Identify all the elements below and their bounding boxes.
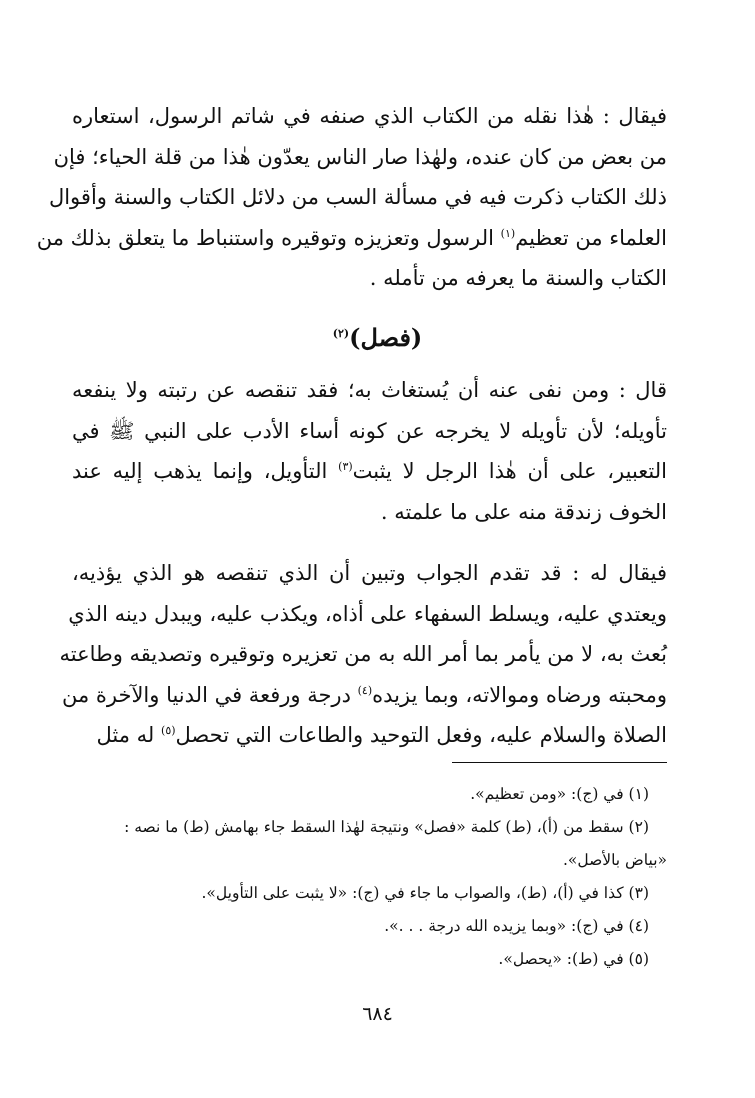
- paragraph-3-line-part: درجة ورفعة في الدنيا والآخرة من: [61, 682, 351, 707]
- footnote-ref-3: (٣): [338, 460, 353, 473]
- paragraph-1-line-part: الرسول وتعزيزه وتوقيره واستنباط ما يتعلق بذلك من: [36, 225, 494, 250]
- footnote-2: (٢) سقط من (أ)، (ط) كلمة «فصل» ونتيجة لهٰذا السقط جاء بهامش (ط) ما نصه :: [124, 818, 649, 836]
- footnote-4: (٤) في (ج): «وبما يزيده الله درجة . . .».: [384, 917, 649, 935]
- section-heading-text: (فصل): [349, 323, 423, 352]
- paragraph-3-line: [61, 675, 667, 716]
- paragraph-1-line-part: العلماء من تعظيم: [515, 225, 667, 250]
- footnote-ref-4: (٤): [357, 683, 373, 697]
- footnote-ref-5: (٥): [161, 724, 176, 737]
- paragraph-3-line-part: الصلاة والسلام عليه، وفعل التوحيد والطاعات التي تحصل: [175, 723, 667, 747]
- paragraph-3-line-part: ومحبته ورضاه وموالاته، وبما يزيده: [372, 682, 667, 707]
- paragraph-2-line: الخوف زندقة منه على ما علمته .: [380, 499, 667, 524]
- paragraph-3-line-part: له مثل: [96, 723, 155, 747]
- paragraph-1: [36, 96, 667, 299]
- paragraph-1-line: من بعض من كان عنده، ولهٰذا صار الناس يعدّون هٰذا من قلة الحياء؛ فإن: [53, 144, 667, 169]
- paragraph-2-line: تأويله؛ لأن تأويله لا يخرجه عن كونه أساء الأدب على النبي ﷺ في: [72, 418, 667, 443]
- paragraph-2-line-part: التعبير، على أن هٰذا الرجل لا يثبت: [352, 459, 667, 483]
- footnote-separator: [452, 762, 667, 763]
- paragraph-2-line-part: التأويل، وإنما يذهب إليه عند: [72, 459, 328, 483]
- paragraph-1-line: [36, 218, 667, 259]
- footnote-1: (١) في (ج): «ومن تعظيم».: [470, 785, 649, 803]
- section-heading: [0, 318, 755, 358]
- paragraph-1-line: ذلك الكتاب ذكرت فيه في مسألة السب من دلائل الكتاب والسنة وأقوال: [48, 185, 667, 209]
- paragraph-3-line: [72, 715, 667, 756]
- paragraph-2: [72, 370, 667, 532]
- footnote-5: (٥) في (ط): «يحصل».: [498, 950, 649, 968]
- paragraph-3-line: ويعتدي عليه، ويسلط السفهاء على أذاه، ويكذب عليه، ويبدل دينه الذي: [68, 601, 667, 626]
- footnote-ref-2: (٢): [332, 327, 350, 340]
- footnotes: [72, 778, 667, 976]
- page-number: ٦٨٤: [362, 1003, 393, 1025]
- footnote-2-continuation: «بياض بالأصل».: [562, 851, 667, 869]
- paragraph-3-line: بُعث به، لا من يأمر بما أمر الله به من تعزيره وتوقيره وتصديقه وطاعته: [59, 642, 667, 666]
- footnote-ref-1: (١): [500, 226, 516, 240]
- footnote-3: (٣) كذا في (أ)، (ط)، والصواب ما جاء في (ج): «لا يثبت على التأويل».: [201, 884, 649, 902]
- paragraph-1-line: الكتاب والسنة ما يعرفه من تأمله .: [369, 266, 667, 290]
- paragraph-3-line: فيقال له : قد تقدم الجواب وتبين أن الذي تنقصه هو الذي يؤذيه،: [72, 561, 667, 585]
- paragraph-3: [59, 553, 667, 756]
- paragraph-2-line: [72, 451, 667, 492]
- paragraph-2-line: قال : ومن نفى عنه أن يُستغاث به؛ فقد تنقصه عن رتبته ولا ينفعه: [72, 378, 667, 402]
- paragraph-1-line: فيقال : هٰذا نقله من الكتاب الذي صنفه في شاتم الرسول، استعاره: [72, 104, 667, 128]
